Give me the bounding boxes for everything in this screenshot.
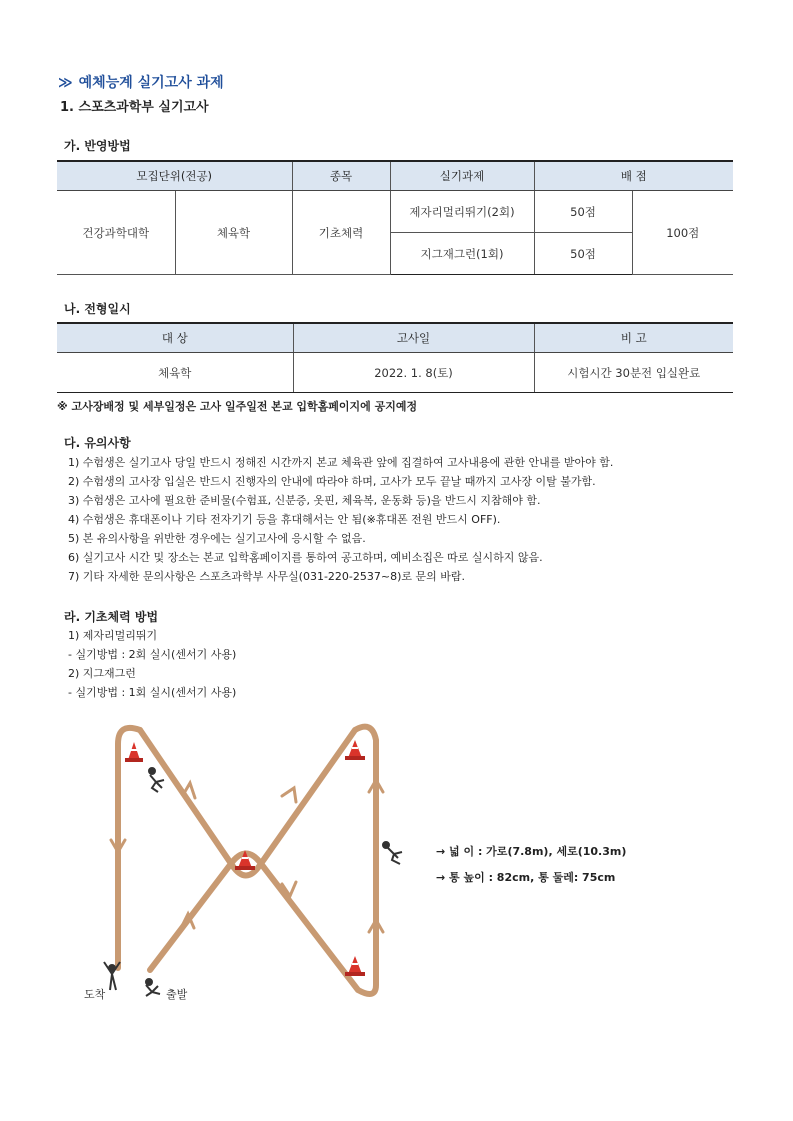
table-row [57, 353, 733, 393]
remark-cell: 시험시간 30분전 입실완료 [534, 353, 733, 393]
major-cell: 체육학 [175, 191, 292, 275]
section-title [58, 72, 224, 92]
score-cell: 50점 [534, 191, 632, 233]
header-category: 종목 [292, 161, 390, 191]
double-chevron-icon: ≫ [58, 75, 73, 91]
arrow-down-icon [282, 788, 296, 802]
header-date: 고사일 [293, 323, 534, 353]
subsection-d-title: 라. 기초체력 방법 [64, 610, 159, 624]
header-task: 실기과제 [390, 161, 534, 191]
list-item: 3) 수험생은 고사에 필요한 준비물(수험표, 신분증, 옷핀, 체육복, 운동화 등)을 반드시 지참해야 함. [68, 494, 541, 507]
subsection-a-title: 가. 반영방법 [64, 139, 131, 153]
finish-label: 도착 [84, 988, 106, 1001]
runner-icon [149, 768, 164, 792]
subsection-c-title: 다. 유의사항 [64, 436, 131, 450]
list-item: 5) 본 유의사항을 위반한 경우에는 실기고사에 응시할 수 없음. [68, 532, 366, 545]
schedule-table [57, 322, 733, 393]
task-cell: 제자리멀리뛰기(2회) [390, 191, 534, 233]
date-cell: 2022. 1. 8(토) [293, 353, 534, 393]
list-item: 1) 제자리멀리뛰기 [68, 629, 158, 642]
main-heading: 1. 스포츠과학부 실기고사 [60, 100, 209, 115]
list-item: 7) 기타 자세한 문의사항은 스포츠과학부 사무실(031-220-2537~8)로 문의 바람. [68, 570, 466, 583]
category-cell: 기초체력 [292, 191, 390, 275]
schedule-table-header [57, 323, 733, 353]
list-item: 6) 실기고사 시간 및 장소는 본교 입학홈페이지를 통하여 공고하며, 예비소집은 따로 실시하지 않음. [68, 551, 543, 564]
header-score: 배 점 [534, 161, 733, 191]
notice-text: ※ 고사장배정 및 세부일정은 고사 일주일전 본교 입학홈페이지에 공지예정 [57, 400, 418, 413]
section-title-text: 예체능계 실기고사 과제 [78, 75, 224, 91]
task-cell: 지그재그런(1회) [390, 233, 534, 275]
runner-icon [383, 842, 402, 864]
cone-icon [345, 956, 365, 976]
course-size-spec: → 넓 이 : 가로(7.8m), 세로(10.3m) [436, 845, 627, 858]
header-unit: 모집단위(전공) [57, 161, 292, 191]
zigzag-course-diagram [0, 700, 793, 1030]
list-item: 4) 수험생은 휴대폰이나 기타 전자기기 등을 휴대해서는 안 됨(※휴대폰 전원 반드시 OFF). [68, 513, 501, 526]
header-remark: 비 고 [534, 323, 733, 353]
list-item: 2) 지그재그런 [68, 667, 136, 680]
start-label: 출발 [166, 988, 188, 1001]
score-cell: 50점 [534, 233, 632, 275]
list-item: 2) 수험생의 고사장 입실은 반드시 진행자의 안내에 따라야 하며, 고사가 모두 끝날 때까지 고사장 이탈 불가함. [68, 475, 596, 488]
barrel-size-spec: → 통 높이 : 82cm, 통 둘레: 75cm [436, 871, 616, 884]
college-cell: 건강과학대학 [57, 191, 175, 275]
scoring-table [57, 160, 733, 275]
list-item: - 실기방법 : 1회 실시(센서기 사용) [68, 686, 237, 699]
list-item: - 실기방법 : 2회 실시(센서기 사용) [68, 648, 237, 661]
total-cell: 100점 [632, 191, 733, 275]
scoring-table-header [57, 161, 733, 191]
header-target: 대 상 [57, 323, 293, 353]
cone-icon [125, 742, 143, 762]
subsection-b-title: 나. 전형일시 [64, 302, 131, 316]
target-cell: 체육학 [57, 353, 293, 393]
table-row [57, 191, 733, 233]
list-item: 1) 수험생은 실기고사 당일 반드시 정해진 시간까지 본교 체육관 앞에 집결하여 고사내용에 관한 안내를 받아야 함. [68, 456, 614, 469]
start-athlete-icon [146, 979, 160, 996]
finish-athlete-icon [104, 962, 120, 990]
